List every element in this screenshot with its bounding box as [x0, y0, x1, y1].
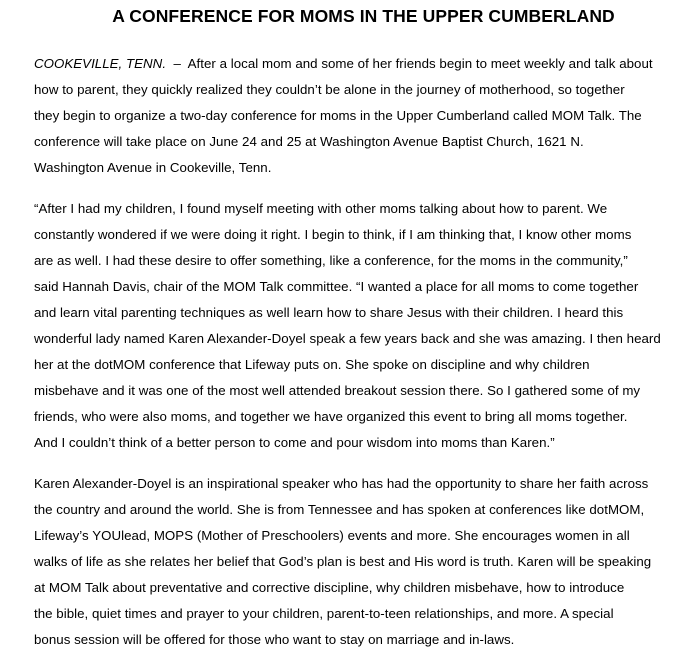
paragraph-line: are as well. I had these desire to offer something, like a conference, for the moms in the community,”: [34, 253, 628, 268]
paragraph-line: misbehave and it was one of the most well attended breakout session there. So I gathered some of my: [34, 383, 641, 398]
paragraph-line: they begin to organize a two-day conference for moms in the Upper Cumberland called MOM Talk. The: [34, 108, 642, 123]
paragraph-line: her at the dotMOM conference that Lifeway puts on. She spoke on discipline and why children: [34, 357, 590, 372]
paragraph-line-text: – After a local mom and some of her friends begin to meet weekly and talk about: [166, 56, 653, 71]
document-title: A CONFERENCE FOR MOMS IN THE UPPER CUMBERLAND: [112, 6, 615, 26]
paragraph-line: “After I had my children, I found myself meeting with other moms talking about how to parent. We: [34, 201, 608, 216]
paragraph-line: Karen Alexander-Doyel is an inspirational speaker who has had the opportunity to share her faith across: [34, 476, 649, 491]
paragraph-line: constantly wondered if we were doing it right. I begin to think, if I am thinking that, I know other moms: [34, 227, 632, 242]
dateline: COOKEVILLE, TENN.: [34, 56, 167, 71]
paragraph-1: [34, 51, 674, 181]
paragraph-line: wonderful lady named Karen Alexander-Doyel speak a few years back and she was amazing. I then heard: [34, 331, 661, 346]
paragraph-2: [34, 196, 674, 456]
paragraph-line: the bible, quiet times and prayer to your children, parent-to-teen relationships, and more. A special: [34, 606, 614, 621]
paragraph-line: friends, who were also moms, and together we have organized this event to bring all moms together.: [34, 409, 628, 424]
paragraph-line: walks of life as she relates her belief that God’s plan is best and His word is truth. Karen will be speaking: [34, 554, 652, 569]
paragraph-line: how to parent, they quickly realized they couldn’t be alone in the journey of motherhood, so together: [34, 82, 625, 97]
paragraph-line: Lifeway’s YOUlead, MOPS (Mother of Preschoolers) events and more. She encourages women in all: [34, 528, 630, 543]
paragraph-3: [34, 471, 674, 653]
paragraph-line: bonus session will be offered for those who want to stay on marriage and in-laws.: [34, 632, 515, 647]
paragraph-line: And I couldn’t think of a better person to come and pour wisdom into moms than Karen.”: [34, 435, 555, 450]
paragraph-line: Washington Avenue in Cookeville, Tenn.: [34, 160, 272, 175]
paragraph-line: said Hannah Davis, chair of the MOM Talk committee. “I wanted a place for all moms to come together: [34, 279, 639, 294]
paragraph-line: the country and around the world. She is from Tennessee and has spoken at conferences like dotMOM,: [34, 502, 645, 517]
paragraph-line: at MOM Talk about preventative and corrective discipline, why children misbehave, how to introduce: [34, 580, 625, 595]
paragraph-line: conference will take place on June 24 and 25 at Washington Avenue Baptist Church, 1621 N.: [34, 134, 584, 149]
paragraph-line: [34, 51, 674, 77]
paragraph-line: and learn vital parenting techniques as well learn how to share Jesus with their children. I heard this: [34, 305, 624, 320]
